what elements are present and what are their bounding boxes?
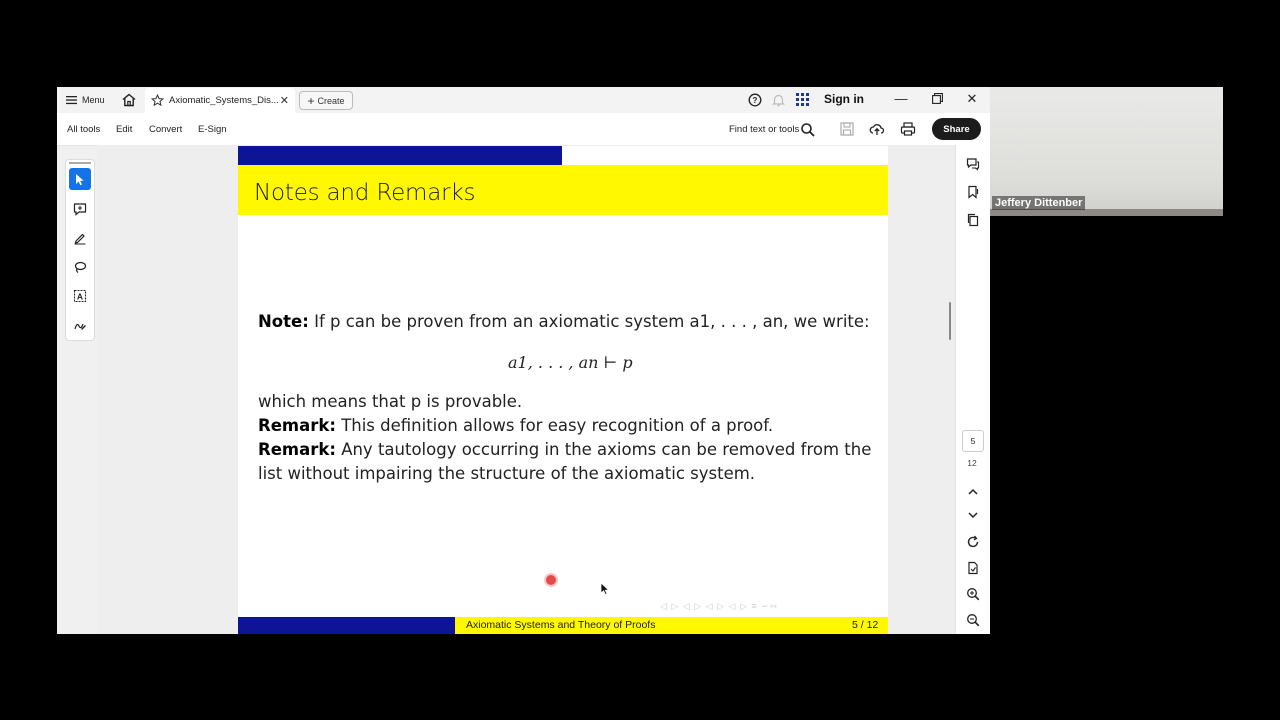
footer-page-number: 5 / 12 xyxy=(852,619,879,631)
menu-button[interactable] xyxy=(66,92,105,108)
cloud-upload-icon[interactable] xyxy=(869,121,885,137)
comment-add-icon xyxy=(73,202,87,216)
hamburger-icon xyxy=(66,95,77,105)
help-icon[interactable] xyxy=(748,93,762,107)
document-tab[interactable] xyxy=(145,88,295,113)
svg-text:?: ? xyxy=(752,96,758,105)
remark-2-label: Remark: xyxy=(258,440,336,459)
copy-pages-icon xyxy=(966,213,980,227)
star-icon[interactable] xyxy=(151,94,164,107)
create-button[interactable] xyxy=(299,91,353,110)
sign-in-button[interactable]: Sign in xyxy=(824,92,864,106)
comments-panel-button[interactable] xyxy=(964,155,982,173)
chevron-down-icon xyxy=(968,512,978,519)
draw-tool[interactable] xyxy=(69,256,91,278)
text-box-tool[interactable] xyxy=(69,285,91,307)
total-pages: 12 xyxy=(967,458,977,468)
tab-title: Axiomatic_Systems_Dis... xyxy=(169,95,279,106)
provable-line: which means that p is provable. xyxy=(258,392,523,411)
whiteboard-ledge xyxy=(990,209,1223,216)
menu-label: Menu xyxy=(82,95,105,105)
highlight-tool[interactable] xyxy=(69,227,91,249)
remark-2-text-line-1: Any tautology occurring in the axioms can be removed from the xyxy=(341,440,872,459)
home-icon[interactable] xyxy=(121,92,137,108)
share-button[interactable]: Share xyxy=(932,118,981,140)
svg-text:A: A xyxy=(76,291,84,302)
pdf-viewer-window xyxy=(57,87,990,634)
laser-pointer-dot xyxy=(546,575,556,585)
footer-title: Axiomatic Systems and Theory of Proofs xyxy=(466,619,656,631)
chevron-up-icon xyxy=(968,488,978,495)
rail-grip[interactable] xyxy=(69,162,91,164)
sign-tool[interactable] xyxy=(69,314,91,336)
document-edit-icon xyxy=(966,561,980,575)
comment-tool[interactable] xyxy=(69,198,91,220)
remark-1-text: This definition allows for easy recognition of a proof. xyxy=(341,416,774,435)
participant-name: Jeffery Dittenber xyxy=(992,196,1085,210)
create-label: Create xyxy=(317,95,345,106)
refresh-icon xyxy=(966,535,980,549)
lasso-icon xyxy=(73,260,87,274)
remark-2-line-2: list without impairing the structure of the axiomatic system. xyxy=(258,464,756,483)
document-viewport[interactable] xyxy=(97,145,954,634)
title-bar xyxy=(57,87,990,113)
esign-menu[interactable]: E-Sign xyxy=(198,124,227,135)
pages-panel-button[interactable] xyxy=(964,211,982,229)
restore-icon[interactable] xyxy=(928,90,946,108)
page-tools-button[interactable] xyxy=(964,559,982,577)
note-label: Note: xyxy=(258,312,309,331)
close-window-icon[interactable]: ✕ xyxy=(966,91,978,106)
edit-menu[interactable]: Edit xyxy=(116,124,133,135)
text-frame-icon xyxy=(73,289,87,303)
tab-close-icon[interactable]: ✕ xyxy=(279,95,289,107)
remark-1 xyxy=(258,416,773,435)
select-tool[interactable] xyxy=(69,168,91,190)
left-tool-rail xyxy=(65,159,95,341)
remark-1-label: Remark: xyxy=(258,416,336,435)
footer-blue-band xyxy=(238,617,455,634)
vertical-scrollbar[interactable] xyxy=(949,302,951,340)
main-toolbar xyxy=(57,113,990,146)
zoom-out-button[interactable] xyxy=(964,611,982,629)
previous-page-button[interactable] xyxy=(964,482,982,500)
note-paragraph xyxy=(258,312,870,331)
convert-menu[interactable]: Convert xyxy=(149,124,183,135)
provability-formula: a1, . . . , an ⊢ p xyxy=(508,353,633,372)
mouse-cursor-icon xyxy=(600,582,610,596)
participant-video-tile[interactable] xyxy=(990,87,1223,216)
print-icon[interactable] xyxy=(900,121,916,137)
pointer-arrow-icon xyxy=(74,173,86,186)
comments-icon xyxy=(966,157,980,171)
right-tool-rail xyxy=(955,145,990,634)
zoom-out-icon xyxy=(966,613,980,627)
current-page-input[interactable]: 5 xyxy=(962,430,984,452)
apps-grid-icon[interactable] xyxy=(796,93,809,106)
bookmarks-panel-button[interactable] xyxy=(964,183,982,201)
plus-icon: + xyxy=(307,93,315,108)
search-icon[interactable] xyxy=(800,122,816,138)
beamer-navigation-symbols[interactable]: ◁ ▷ ◁ ▷ ◁ ▷ ◁ ▷ ≡ ∽∾ xyxy=(660,601,779,611)
slide-page xyxy=(238,146,888,634)
zoom-in-button[interactable] xyxy=(964,585,982,603)
slide-title: Notes and Remarks xyxy=(254,180,476,206)
zoom-in-icon xyxy=(966,587,980,601)
note-text: If p can be proven from an axiomatic system a1, . . . , an, we write: xyxy=(314,312,870,331)
bookmark-icon xyxy=(966,185,980,199)
pen-icon xyxy=(73,231,87,245)
find-text-tools[interactable]: Find text or tools xyxy=(729,124,800,135)
remark-2-line-1 xyxy=(258,440,871,459)
save-icon[interactable] xyxy=(839,121,855,137)
next-page-button[interactable] xyxy=(964,506,982,524)
signature-pen-icon xyxy=(73,318,87,332)
bell-icon[interactable] xyxy=(772,93,785,107)
rotate-button[interactable] xyxy=(964,533,982,551)
all-tools-menu[interactable]: All tools xyxy=(67,124,101,135)
header-blue-band xyxy=(238,146,562,165)
minimize-icon[interactable]: — xyxy=(894,91,908,106)
